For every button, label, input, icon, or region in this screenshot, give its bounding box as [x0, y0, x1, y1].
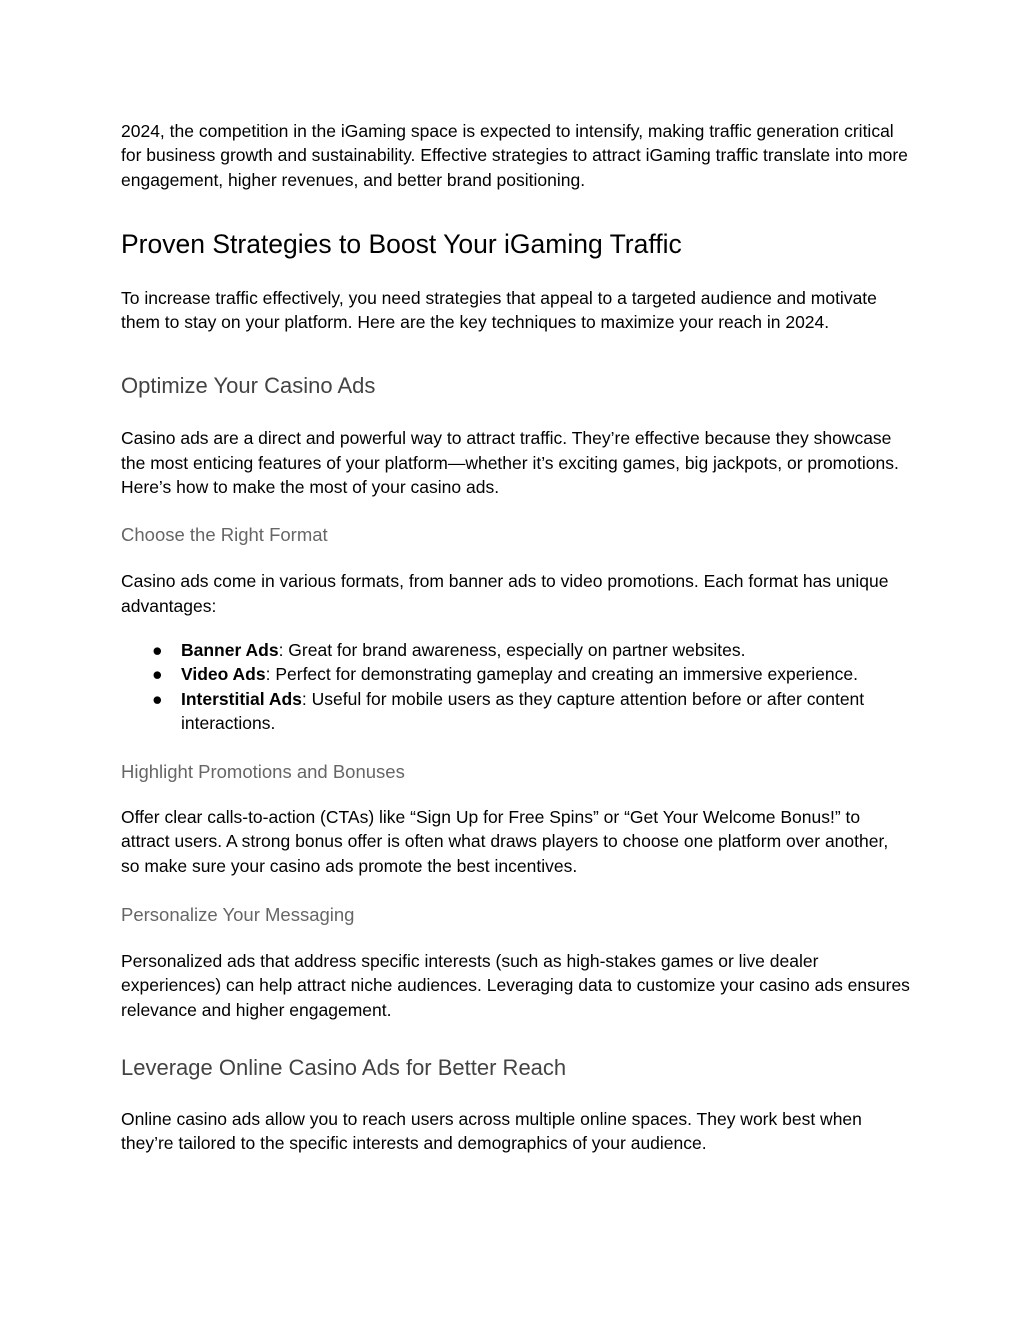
list-item: [152, 687, 911, 736]
list-item-text: : Useful for mobile users as they capture attention before or after content interactions.: [181, 688, 865, 733]
format-list: [121, 638, 911, 735]
document-content: [121, 119, 911, 1156]
bullet-icon: ●: [152, 688, 163, 709]
subheading-format: Choose the Right Format: [121, 524, 328, 546]
intro-paragraph: 2024, the competition in the iGaming space is expected to intensify, making traffic generation critical for business growth and sustainability. Effective strategies to attract iGaming traffic translate into more engagement, higher revenues, and better brand positioning.: [121, 121, 908, 190]
list-item: [152, 662, 911, 686]
subheading-promotions: Highlight Promotions and Bonuses: [121, 761, 405, 783]
section-heading-casino-ads: Optimize Your Casino Ads: [121, 373, 376, 399]
format-paragraph: Casino ads come in various formats, from banner ads to video promotions. Each format has unique advantages:: [121, 571, 889, 616]
list-item: [152, 638, 911, 662]
main-heading: Proven Strategies to Boost Your iGaming Traffic: [121, 228, 682, 259]
bullet-icon: ●: [152, 639, 163, 660]
main-intro-paragraph: To increase traffic effectively, you need strategies that appeal to a targeted audience and motivate them to stay on your platform. Here are the key techniques to maximize your reach in 2024.: [121, 287, 877, 333]
casino-ads-paragraph: Casino ads are a direct and powerful way to attract traffic. They’re effective because they showcase the most enticing features of your platform—whether it’s exciting games, big jackpots, or promotions. Here’s how to make the most of your casino ads.: [121, 428, 899, 498]
list-item-term: Banner Ads: [181, 639, 279, 660]
promotions-paragraph: Offer clear calls-to-action (CTAs) like “Sign Up for Free Spins” or “Get Your Welcome Bonus!” to attract users. A strong bonus offer is often what draws players to choose one platform over another, so make sure your casino ads promote the best incentives.: [121, 807, 889, 876]
list-item-text: : Perfect for demonstrating gameplay and creating an immersive experience.: [265, 664, 858, 685]
list-item-term: Video Ads: [181, 664, 266, 685]
online-casino-ads-paragraph: Online casino ads allow you to reach users across multiple online spaces. They work best when they’re tailored to the specific interests and demographics of your audience.: [121, 1108, 862, 1154]
list-item-term: Interstitial Ads: [181, 688, 302, 709]
bullet-icon: ●: [152, 664, 163, 685]
subheading-personalize: Personalize Your Messaging: [121, 904, 355, 926]
section-heading-online-casino-ads: Leverage Online Casino Ads for Better Reach: [121, 1054, 567, 1080]
list-item-text: : Great for brand awareness, especially on partner websites.: [278, 639, 746, 660]
personalize-paragraph: Personalized ads that address specific interests (such as high-stakes games or live dealer experiences) can help attract niche audiences. Leveraging data to customize your casino ads ensures relevance and higher engagement.: [121, 951, 910, 1020]
